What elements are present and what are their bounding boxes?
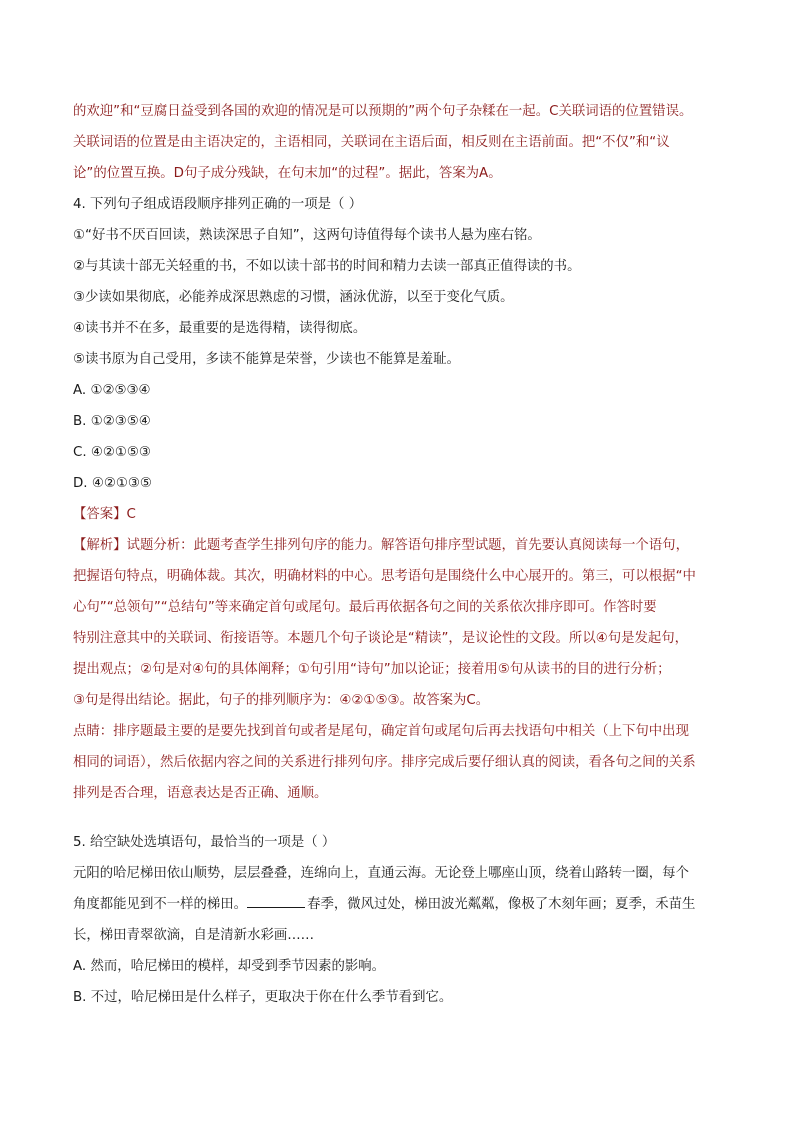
analysis-line: 的欢迎”和“豆腐日益受到各国的欢迎的情况是可以预期的”两个句子杂糅在一起。C关联词语的位置错误。	[73, 104, 693, 119]
analysis-line: 心句”“总领句”“总结句”等来确定首句或尾句。最后再依据各句之间的关系依次排序即可。作答时要	[73, 600, 657, 615]
question-5	[73, 827, 721, 1013]
analysis-line: ③句是得出结论。据此，句子的排列顺序为：④②①⑤③。故答案为C。	[73, 693, 490, 708]
sentence-1: ①“好书不厌百回读，熟读深思子自知”，这两句诗值得每个读书人悬为座右铭。	[73, 228, 541, 243]
passage-text: 角度都能见到不一样的梯田。	[73, 897, 248, 912]
analysis-line: 提出观点；②句是对④句的具体阐释；①句引用“诗句”加以论证；接着用⑤句从读书的目的进行分析；	[73, 662, 671, 677]
sentence-2: ②与其读十部无关轻重的书，不如以读十部书的时间和精力去读一部真正值得读的书。	[73, 259, 581, 274]
option-a: A. ①②⑤③④	[73, 383, 151, 398]
tip-line: 排列是否合理，语意表达是否正确、通顺。	[73, 786, 328, 801]
question-4	[73, 189, 721, 809]
tip-line: 相同的词语），然后依据内容之间的关系进行排列句序。排序完成后要仔细认真的阅读，看各句之间的关系	[73, 755, 696, 770]
passage-line	[73, 889, 721, 920]
passage-line: 元阳的哈尼梯田依山顺势，层层叠叠，连绵向上，直通云海。无论登上哪座山顶，绕着山路转一圈，每个	[73, 866, 689, 881]
previous-analysis	[73, 96, 721, 189]
analysis-line: 把握语句特点，明确体裁。其次，明确材料的中心。思考语句是围绕什么中心展开的。第三，可以根据“中	[73, 569, 696, 584]
question-stem: 4. 下列句子组成语段顺序排列正确的一项是（ ）	[73, 197, 363, 212]
passage-line: 长，梯田青翠欲滴，自是清新水彩画……	[73, 928, 315, 943]
fill-in-blank	[247, 892, 305, 908]
analysis-line: 关联词语的位置是由主语决定的，主语相同，关联词在主语后面，相反则在主语前面。把“不仅”和“议	[73, 135, 670, 150]
sentence-5: ⑤读书原为自己受用，多读不能算是荣誉，少读也不能算是羞耻。	[73, 352, 460, 367]
question-stem: 5. 给空缺处选填语句，最恰当的一项是（ ）	[73, 835, 336, 850]
analysis-line: 特别注意其中的关联词、衔接语等。本题几个句子谈论是“精读”，是议论性的文段。所以④句是发起句，	[73, 631, 689, 646]
tip-line: 点睛：排序题最主要的是要先找到首句或者是尾句，确定首句或尾句后再去找语句中相关（上下句中出现	[73, 724, 689, 739]
analysis-line: 论”的位置互换。D句子成分残缺，在句末加“的过程”。据此，答案为A。	[73, 166, 502, 181]
option-c: C. ④②①⑤③	[73, 445, 151, 460]
option-b: B. 不过，哈尼梯田是什么样子，更取决于你在什么季节看到它。	[73, 990, 453, 1005]
answer-label: 【答案】C	[73, 507, 136, 522]
analysis-line: 【解析】试题分析：此题考查学生排列句序的能力。解答语句排序型试题，首先要认真阅读每一个语句，	[73, 538, 689, 553]
option-a: A. 然而，哈尼梯田的模样，却受到季节因素的影响。	[73, 959, 386, 974]
option-b: B. ①②③⑤④	[73, 414, 151, 429]
sentence-3: ③少读如果彻底，必能养成深思熟虑的习惯，涵泳优游，以至于变化气质。	[73, 290, 514, 305]
passage-text: 春季，微风过处，梯田波光粼粼，像极了木刻年画；夏季，禾苗生	[307, 897, 696, 912]
option-d: D. ④②①③⑤	[73, 476, 152, 491]
sentence-4: ④读书并不在多，最重要的是选得精，读得彻底。	[73, 321, 367, 336]
